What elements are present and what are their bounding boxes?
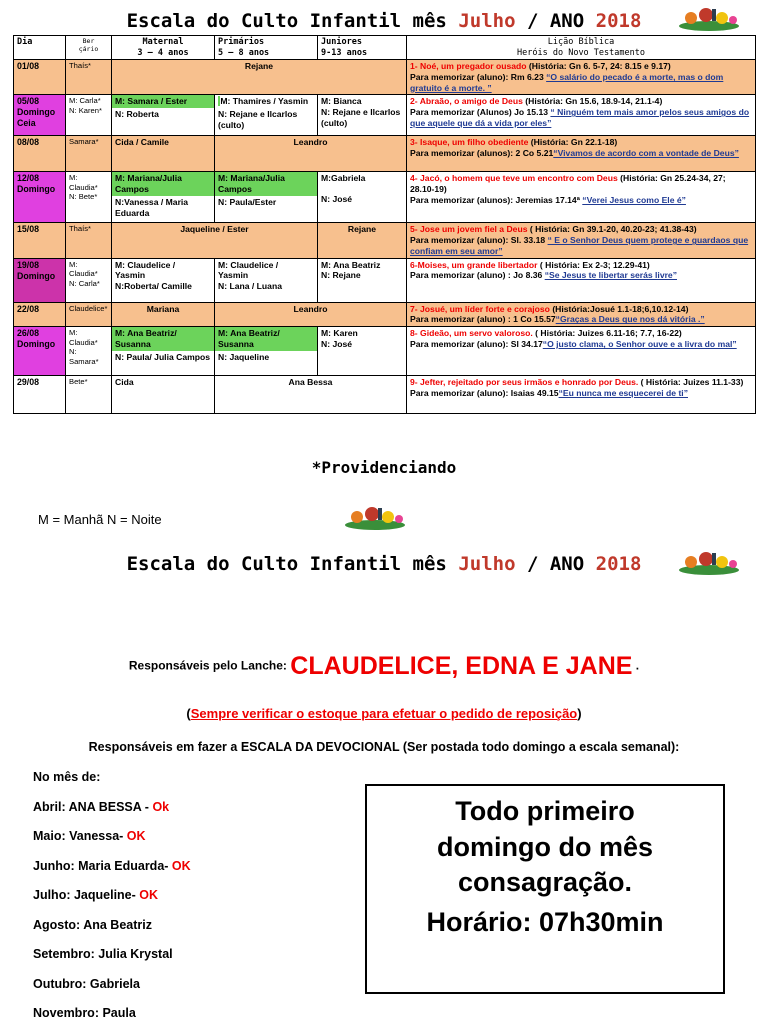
month: Julho [458,10,516,32]
lesson-cell: 7- Josué, um líder forte e corajoso (História:Josué 1.1-18;6,10.12-14) Para memorizar (aluno) : 1 Co 15.57“Graças a Deus que nos dá vitória .” [407,302,756,326]
lesson-cell: 2- Abraão, o amigo de Deus (História: Gn 15.6, 18.9-14, 21.1-4) Para memorizar (Alunos) Jo 15.13 “ Ninguém tem mais amor pelos seus amigos do que aquele que dá a vida por eles” [407,95,756,136]
lanche-names: CLAUDELICE, EDNA E JANE [290,652,633,680]
kids-logo-icon [676,6,742,32]
table-row: 12/08 Domingo M: Claudia* N: Bete* M: Mariana/Julia Campos N:Vanessa / Maria Eduarda M: Mariana/Julia Campos N: Paula/Ester M:Gabriela N: José 4- Jacó, o homem que teve um encontro com Deus (História: Gn 25.24-34, 27; 28.10-19) Para memorizar (alunos): Jeremias 17.14ª “Verei Jesus como Ele é” [14,172,756,223]
estoque-note: (Sempre verificar o estoque para efetuar o pedido de reposição) [186,706,582,721]
table-row: 29/08 Bete* Cida Ana Bessa 9- Jefter, rejeitado por seus irmãos e honrado por Deus. ( História: Juizes 11.1-33) Para memorizar (aluno): Isaias 49.15“Eu nunca me esquecerei de ti” [14,376,756,414]
consagracao-box: Todo primeiro domingo do mês consagração. Horário: 07h30min [365,784,725,994]
lesson-cell: 9- Jefter, rejeitado por seus irmãos e honrado por Deus. ( História: Juizes 11.1-33) Para memorizar (aluno): Isaias 49.15“Eu nunca me esquecerei de ti” [407,376,756,414]
devocional-months [33,770,191,1036]
table-row: 01/08 Thaís* Rejane 1- Noé, um pregador ousado (História: Gn 6. 5-7, 24: 8.15 e 9.17) Para memorizar (aluno): Rm 6.23 “O salário do pecado é a morte, mas o dom gratuito é a morte. ” [14,60,756,95]
shift-legend: M = Manhã N = Noite [38,512,162,527]
year: 2018 [595,10,642,32]
list-item: Julho: Jaqueline- OK [33,888,159,902]
providenciando-note: *Providenciando [311,458,457,477]
page-title: Escala do Culto Infantil mês Julho / ANO 2018 [126,10,642,32]
table-row: 19/08 Domingo M: Claudia* N: Carla* M: Claudelice / Yasmin N:Roberta/ Camille M: Claudelice / Yasmin N: Lana / Luana M: Ana Beatriz N: Rejane 6-Moises, um grande libertador ( História: Ex 2-3; 12.29-41) Para memorizar (aluno) : Jo 8.36 “Se Jesus te libertar serás livre” [14,258,756,302]
col-juniores: Juniores 9-13 anos [318,36,407,60]
col-primarios: Primários 5 – 8 anos [215,36,318,60]
table-row: 15/08 Thaís* Jaqueline / Ester Rejane 5- Jose um jovem fiel a Deus ( História: Gn 39.1-20, 40.20-23; 41.38-43) Para memorizar (aluno): Sl. 33.18 “ E o Senhor Deus quem protege e guardaos que confiam em seu amor” [14,223,756,258]
lesson-cell: 3- Isaque, um filho obediente (História: Gn 22.1-18) Para memorizar (alunos): 2 Co 5.21“Vivamos de acordo com a vontade de Deus” [407,136,756,172]
lesson-cell: 6-Moises, um grande libertador ( História: Ex 2-3; 12.29-41) Para memorizar (aluno) : Jo 8.36 “Se Jesus te libertar serás livre” [407,258,756,302]
table-row: 22/08 Claudelice* Mariana Leandro 7- Josué, um líder forte e corajoso (História:Josué 1.1-18;6,10.12-14) Para memorizar (aluno) : 1 Co 15.57“Graças a Deus que nos dá vitória .” [14,302,756,326]
list-item: Setembro: Julia Krystal [33,947,173,961]
col-maternal: Maternal 3 – 4 anos [112,36,215,60]
table-header [14,36,756,60]
list-item: Novembro: Paula [33,1006,136,1020]
page-title-2: Escala do Culto Infantil mês Julho / ANO 2018 [126,553,642,575]
devocional-heading: Responsáveis em fazer a ESCALA DA DEVOCIONAL (Ser postada todo domingo a escala semanal): [88,740,680,754]
months-heading: No mês de: [33,770,101,784]
lesson-cell: 4- Jacó, o homem que teve um encontro com Deus (História: Gn 25.24-34, 27; 28.10-19) Para memorizar (alunos): Jeremias 17.14ª “Verei Jesus como Ele é” [407,172,756,223]
lesson-cell: 5- Jose um jovem fiel a Deus ( História: Gn 39.1-20, 40.20-23; 41.38-43) Para memorizar (aluno): Sl. 33.18 “ E o Senhor Deus quem protege e guardaos que confiam em seu amor” [407,223,756,258]
lanche-responsaveis: Responsáveis pelo Lanche: CLAUDELICE, EDNA E JANE . [128,652,640,680]
table-row: 05/08 Domingo Ceia M: Carla* N: Karen* M: Samara / Ester N: Roberta M: Thamires / Yasmin N: Rejane e Ilcarlos (culto) M: Bianca N: Rejane e Ilcarlos (culto) 2- Abraão, o amigo de Deus (História: Gn 15.6, 18.9-14, 21.1-4) Para memorizar (Alunos) Jo 15.13 “ Ninguém tem mais amor pelos seus amigos do que aquele que dá a vida por eles” [14,95,756,136]
table-row: 26/08 Domingo M: Claudia* N: Samara* M: Ana Beatriz/ Susanna N: Paula/ Julia Campos M: Ana Beatriz/ Susanna N: Jaqueline M: Karen N: José 8- Gideão, um servo valoroso. ( História: Juizes 6.11-16; 7.7, 16-22) Para memorizar (aluno): Sl 34.17“O justo clama, o Senhor ouve e a livra do mal” [14,327,756,376]
kids-logo-icon [342,505,408,531]
kids-logo-icon [676,550,742,576]
list-item: Agosto: Ana Beatriz [33,917,152,932]
list-item: Outubro: Gabriela [33,976,140,991]
lesson-cell: 1- Noé, um pregador ousado (História: Gn 6. 5-7, 24: 8.15 e 9.17) Para memorizar (aluno): Rm 6.23 “O salário do pecado é a morte, mas o dom gratuito é a morte. ” [407,60,756,95]
schedule-table [13,35,756,414]
lesson-cell: 8- Gideão, um servo valoroso. ( História: Juizes 6.11-16; 7.7, 16-22) Para memorizar (aluno): Sl 34.17“O justo clama, o Senhor ouve e a livra do mal” [407,327,756,376]
col-dia: Dia [14,36,66,60]
list-item: Maio: Vanessa- OK [33,829,146,843]
table-row: 08/08 Samara* Cida / Camile Leandro 3- Isaque, um filho obediente (História: Gn 22.1-18) Para memorizar (alunos): 2 Co 5.21“Vivamos de acordo com a vontade de Deus” [14,136,756,172]
list-item: Abril: ANA BESSA - Ok [33,799,170,814]
col-bercario: Ber çário [66,36,112,60]
list-item: Junho: Maria Eduarda- OK [33,858,191,873]
col-licao: Lição Bíblica Heróis do Novo Testamento [407,36,756,60]
